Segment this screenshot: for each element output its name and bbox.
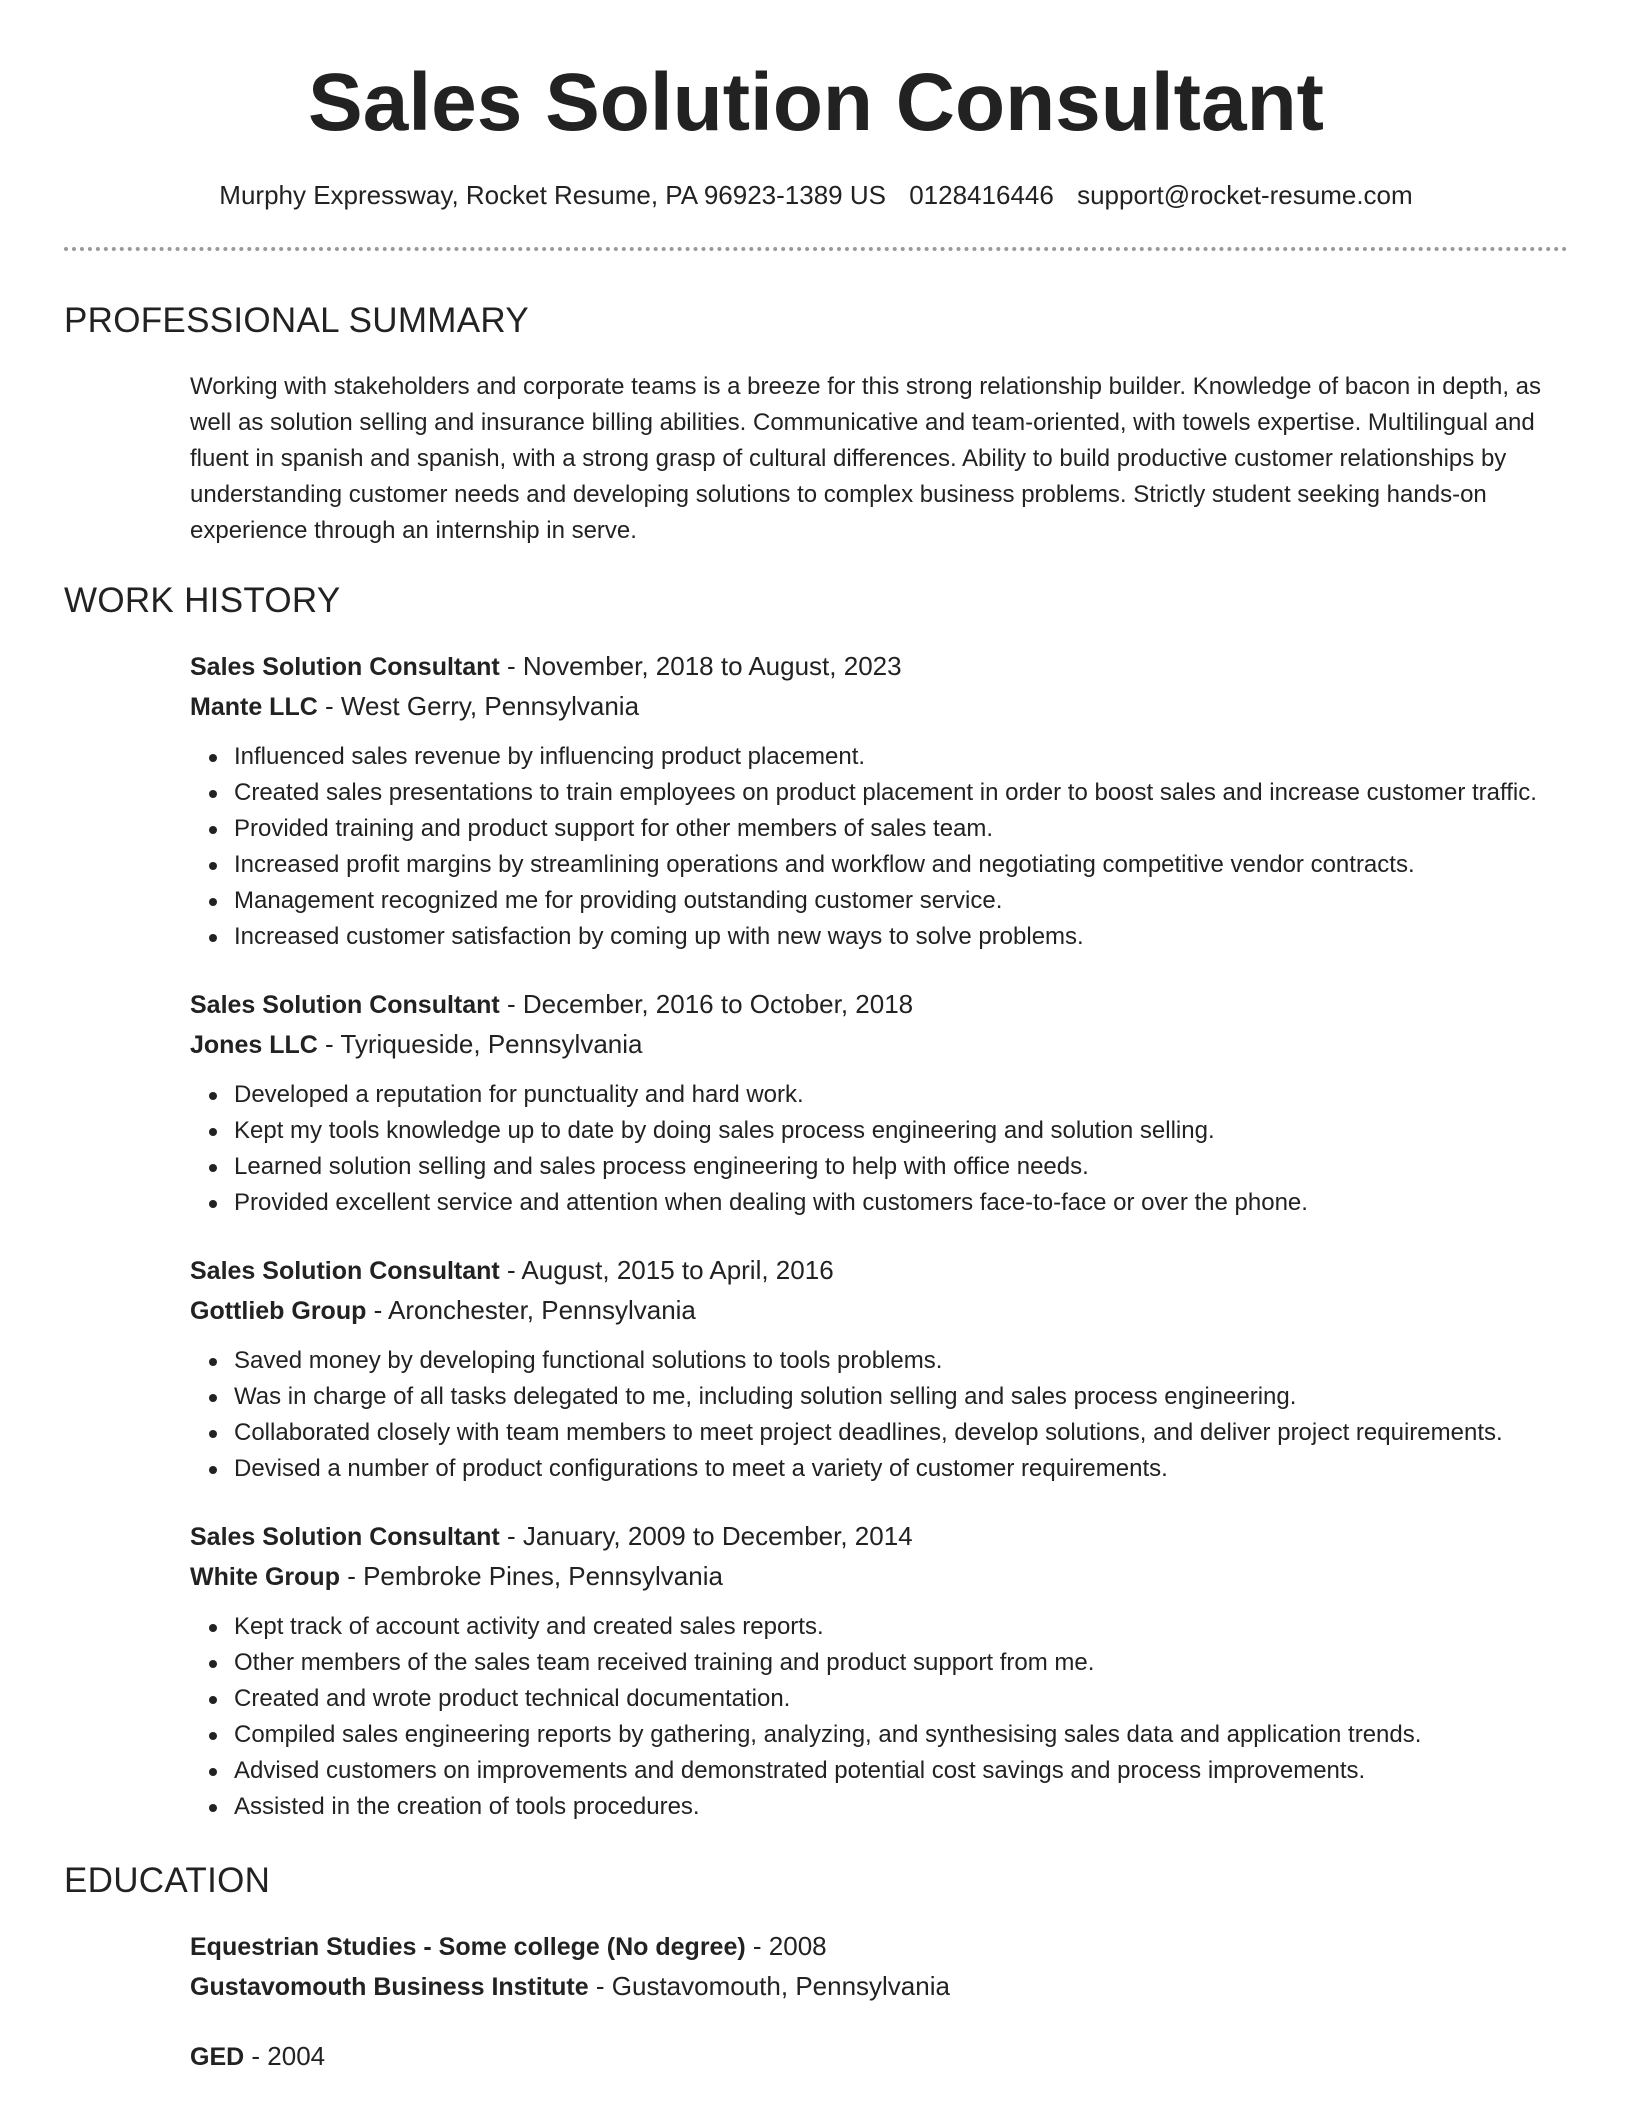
education-year: - 2004: [244, 2040, 326, 2071]
job-company: Mante LLC: [190, 692, 318, 721]
summary-text: Working with stakeholders and corporate teams is a breeze for this strong relationship builder. Knowledge of bacon in depth, as well as solution selling and insurance billing abilities. Communicative and team-oriented, with towels expertise. Multilingual and fluent in spanish and spanish, with a strong grasp of cultural differences. Ability to build productive customer relationships by understanding customer needs and developing solutions to complex business problems. Strictly student seeking hands-on experience through an internship in serve.: [190, 372, 1541, 544]
job-dates: - December, 2016 to October, 2018: [499, 988, 914, 1019]
contact-line: [64, 177, 1568, 213]
job-company: White Group: [190, 1562, 340, 1591]
contact-address: Murphy Expressway, Rocket Resume, PA 96923-1389 US: [219, 179, 886, 210]
job-location: - Tyriqueside, Pennsylvania: [317, 1028, 643, 1059]
job-dates: - August, 2015 to April, 2016: [499, 1254, 834, 1285]
job-bullet: Other members of the sales team received training and product support from me.: [234, 1645, 1568, 1681]
job-bullets: [190, 1343, 1568, 1487]
job-bullets: [190, 1609, 1568, 1825]
job-entry: [190, 985, 1568, 1221]
section-title-summary: PROFESSIONAL SUMMARY: [64, 300, 529, 340]
job-bullet: Management recognized me for providing outstanding customer service.: [234, 883, 1568, 919]
job-role: Sales Solution Consultant: [190, 652, 500, 681]
job-location: - Aronchester, Pennsylvania: [366, 1294, 696, 1325]
job-company: Gottlieb Group: [190, 1296, 367, 1325]
job-bullet: Kept my tools knowledge up to date by doing sales process engineering and solution selling.: [234, 1113, 1568, 1149]
section-title-work: WORK HISTORY: [64, 580, 341, 620]
job-entry: [190, 1251, 1568, 1487]
education-degree: Equestrian Studies - Some college (No degree): [190, 1932, 746, 1961]
job-location: - West Gerry, Pennsylvania: [317, 690, 640, 721]
job-bullet: Was in charge of all tasks delegated to me, including solution selling and sales process engineering.: [234, 1379, 1568, 1415]
header-divider: [64, 247, 1568, 251]
job-bullets: [190, 739, 1568, 955]
education-degree: GED: [190, 2042, 245, 2071]
job-entry: [190, 647, 1568, 955]
job-company-line: [190, 1025, 1568, 1065]
job-bullet: Learned solution selling and sales process engineering to help with office needs.: [234, 1149, 1568, 1185]
job-role: Sales Solution Consultant: [190, 1256, 500, 1285]
job-bullet: Compiled sales engineering reports by gathering, analyzing, and synthesising sales data and application trends.: [234, 1717, 1568, 1753]
education-school-line: [190, 1967, 1568, 2007]
job-bullet: Collaborated closely with team members to meet project deadlines, develop solutions, and deliver project requirements.: [234, 1415, 1568, 1451]
job-bullet: Created sales presentations to train employees on product placement in order to boost sales and increase customer traffic.: [234, 775, 1568, 811]
job-bullet: Influenced sales revenue by influencing product placement.: [234, 739, 1568, 775]
job-company-line: [190, 1291, 1568, 1331]
job-bullet: Advised customers on improvements and demonstrated potential cost savings and process improvements.: [234, 1753, 1568, 1789]
job-bullet: Provided training and product support for other members of sales team.: [234, 811, 1568, 847]
job-company-line: [190, 687, 1568, 727]
job-location: - Pembroke Pines, Pennsylvania: [339, 1560, 723, 1591]
education-school: Gustavomouth Business Institute: [190, 1972, 589, 2001]
section-title-education: EDUCATION: [64, 1860, 271, 1900]
resume-name: Sales Solution Consultant: [308, 57, 1324, 148]
job-role-line: [190, 1251, 1568, 1291]
job-bullet: Increased customer satisfaction by coming up with new ways to solve problems.: [234, 919, 1568, 955]
job-company-line: [190, 1557, 1568, 1597]
job-dates: - January, 2009 to December, 2014: [499, 1520, 913, 1551]
job-bullet: Developed a reputation for punctuality and hard work.: [234, 1077, 1568, 1113]
contact-email: support@rocket-resume.com: [1077, 179, 1413, 210]
job-bullet: Increased profit margins by streamlining operations and workflow and negotiating competitive vendor contracts.: [234, 847, 1568, 883]
job-company: Jones LLC: [190, 1030, 318, 1059]
education-entry: [190, 2037, 1568, 2077]
job-bullet: Assisted in the creation of tools procedures.: [234, 1789, 1568, 1825]
job-bullet: Devised a number of product configurations to meet a variety of customer requirements.: [234, 1451, 1568, 1487]
education-location: - Gustavomouth, Pennsylvania: [588, 1970, 950, 2001]
education-entry: [190, 1927, 1568, 2007]
job-bullet: Provided excellent service and attention when dealing with customers face-to-face or over the phone.: [234, 1185, 1568, 1221]
job-bullet: Saved money by developing functional solutions to tools problems.: [234, 1343, 1568, 1379]
job-bullet: Created and wrote product technical documentation.: [234, 1681, 1568, 1717]
education-degree-line: [190, 1927, 1568, 1967]
job-role-line: [190, 1517, 1568, 1557]
education-degree-line: [190, 2037, 1568, 2077]
job-role-line: [190, 985, 1568, 1025]
job-entry: [190, 1517, 1568, 1825]
job-role: Sales Solution Consultant: [190, 1522, 500, 1551]
job-bullets: [190, 1077, 1568, 1221]
job-bullet: Kept track of account activity and created sales reports.: [234, 1609, 1568, 1645]
job-role-line: [190, 647, 1568, 687]
contact-phone: 0128416446: [909, 179, 1054, 210]
job-dates: - November, 2018 to August, 2023: [499, 650, 902, 681]
job-role: Sales Solution Consultant: [190, 990, 500, 1019]
education-year: - 2008: [745, 1930, 827, 1961]
